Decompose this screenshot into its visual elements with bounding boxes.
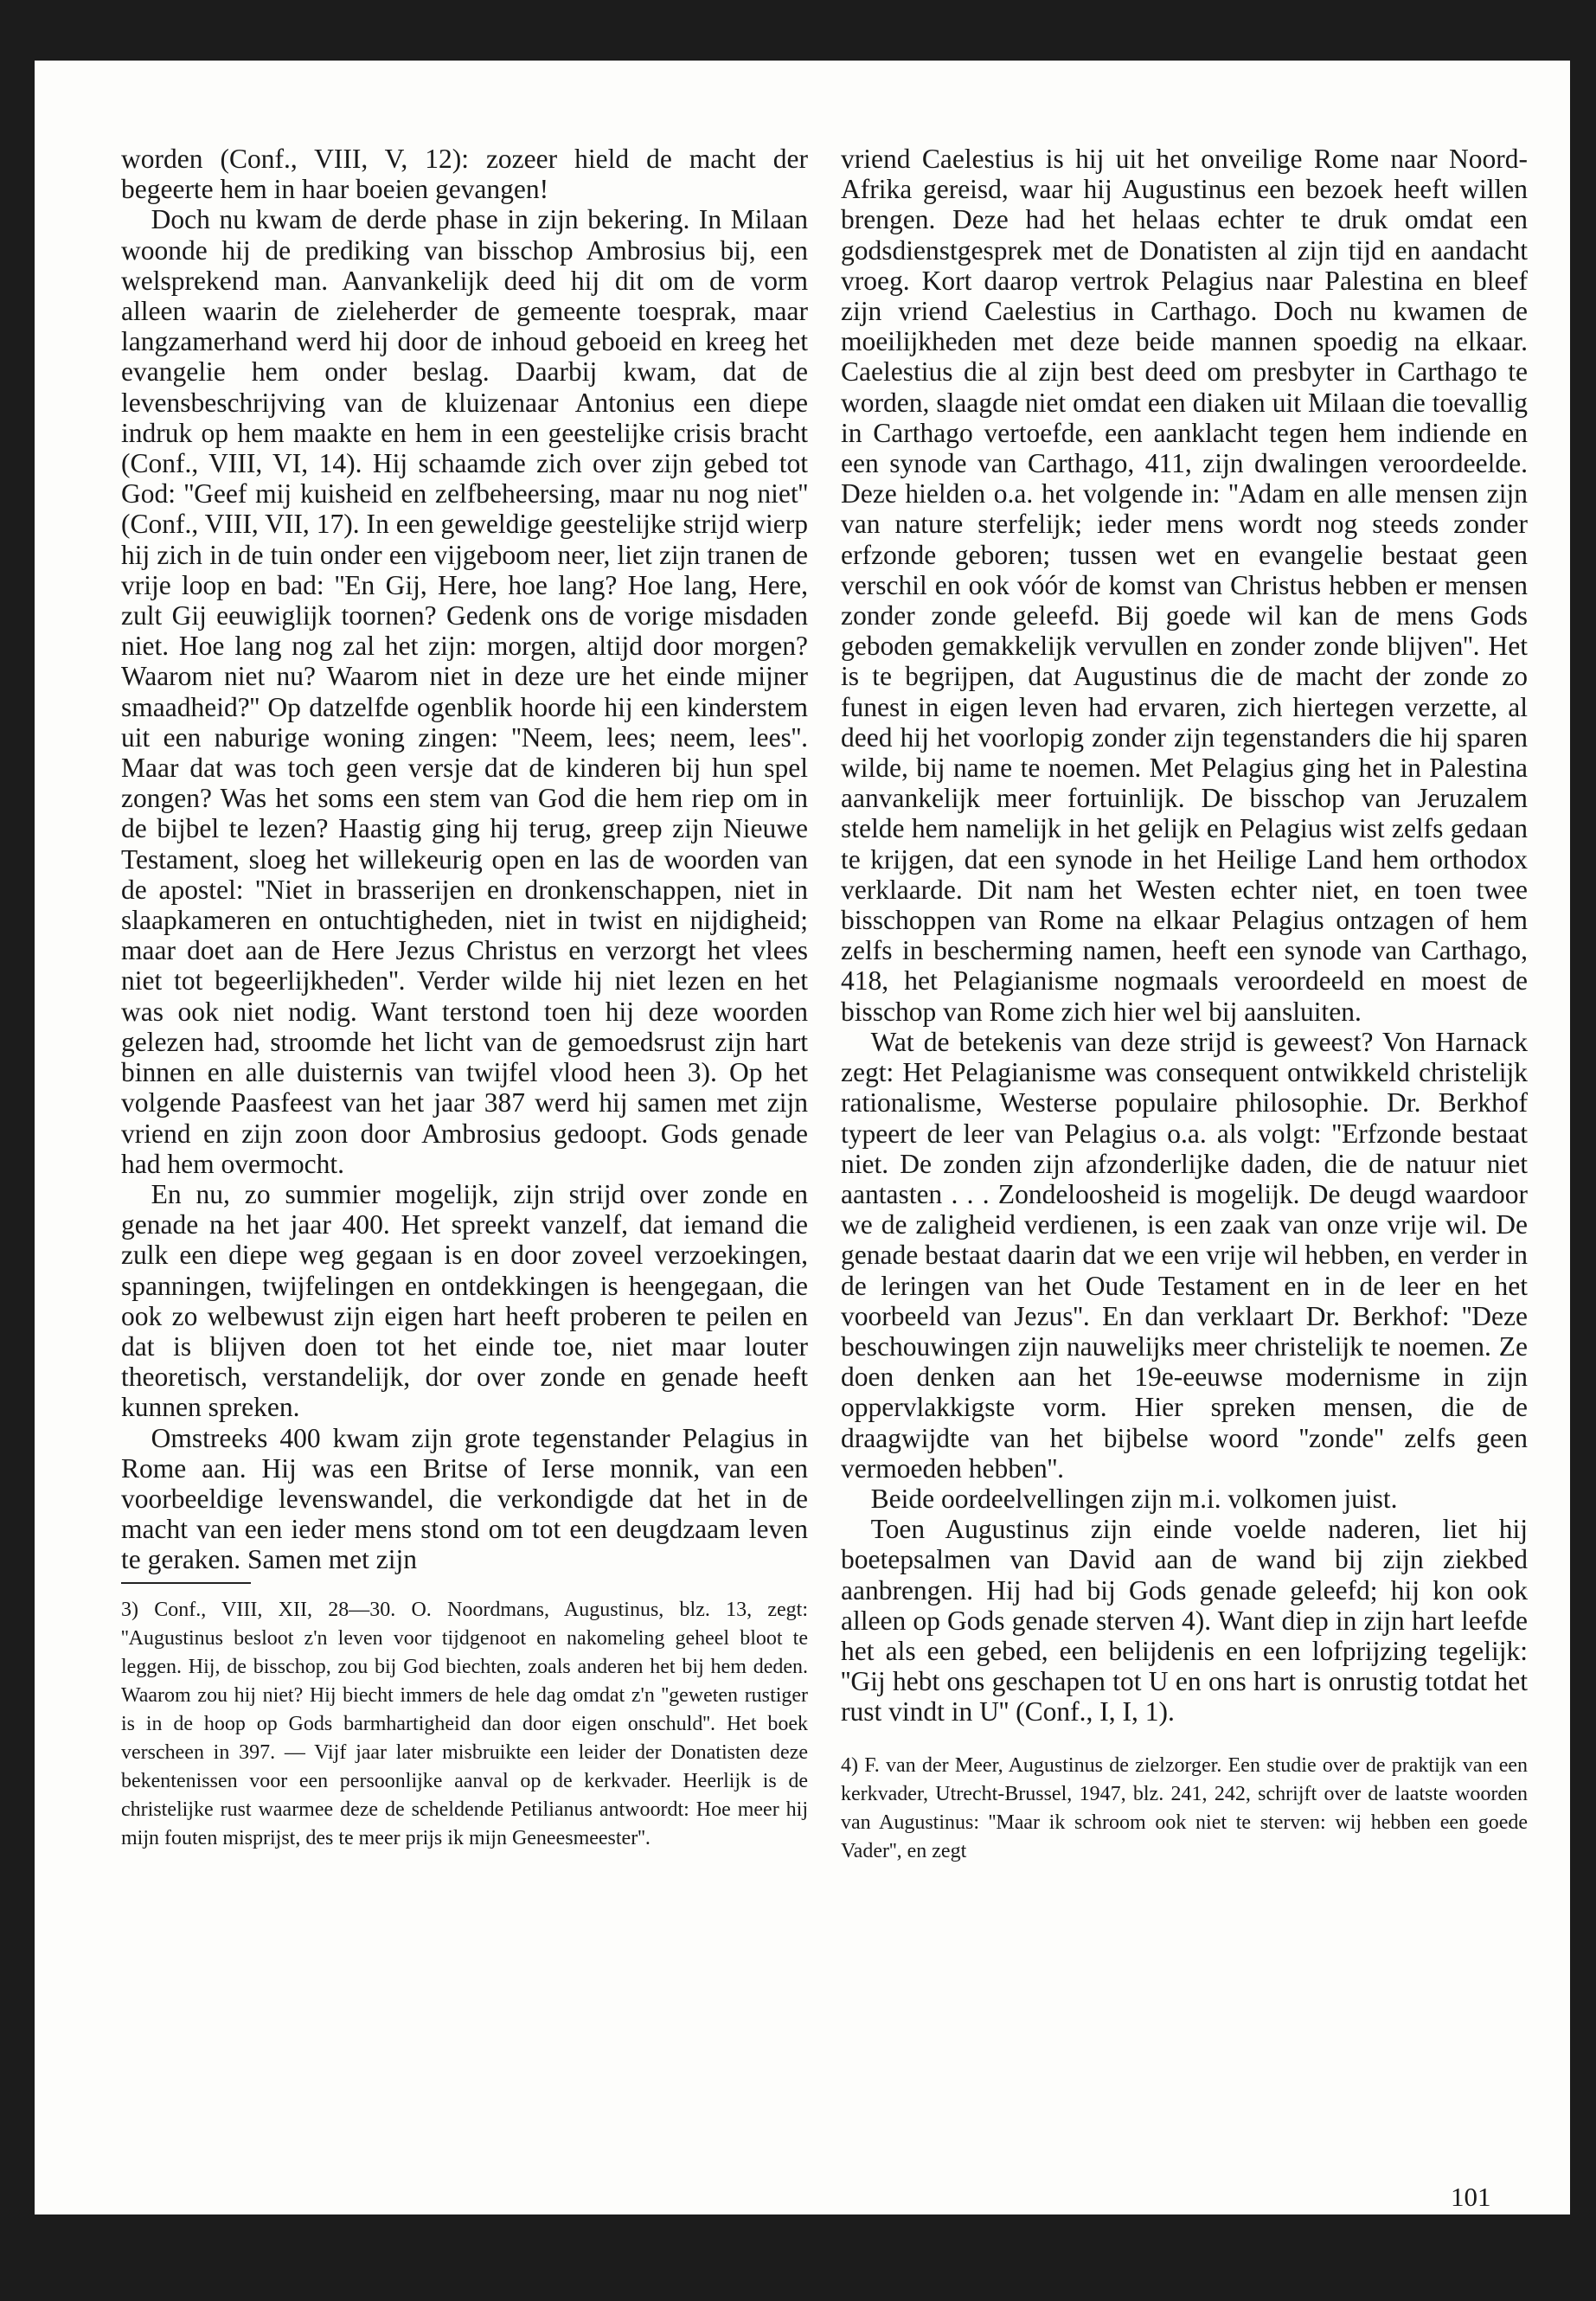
footnote-3 bbox=[121, 1596, 808, 1853]
book-page bbox=[35, 61, 1570, 2214]
page-number: 101 bbox=[1451, 2182, 1491, 2212]
paragraph: Omstreeks 400 kwam zijn grote tegenstander Pelagius in Rome aan. Hij was een Britse of Ierse monnik, van een voorbeeldige levenswandel, die verkondigde dat het in de macht van een ieder mens stond om tot een deugdzaam leven te geraken. Samen met zijn bbox=[121, 1422, 808, 1575]
footnote-text: 3) Conf., VIII, XII, 28—30. O. Noordmans, Augustinus, blz. 13, zegt: ''Augustinus besloot z'n leven voor tijdgenoot en nakomeling geheel bloot te leggen. Hij, de bisschop, zou bij God biechten, zoals anderen het bij hem deden. Waarom zou hij niet? Hij biecht immers de hele dag omdat z'n ''geweten rustiger is in de hoop op Gods barmhartigheid dan door eigen onschuld''. Het boek verscheen in 397. — Vijf jaar later misbruikte een leider der Donatisten deze bekentenissen voor een persoonlijke aanval op de kerkvader. Heerlijk is de christelijke rust waarmee deze de scheldende Petilianus antwoordt: Hoe meer hij mijn fouten misprijst, des te meer prijs ik mijn Geneesmeester''. bbox=[121, 1598, 808, 1849]
paragraph: Wat de betekenis van deze strijd is geweest? Von Harnack zegt: Het Pelagianisme was consequent ontwikkeld christelijk rationalisme, Westerse populaire philosophie. Dr. Berkhof typeert de leer van Pelagius o.a. als volgt: ''Erfzonde bestaat niet. De zonden zijn afzonderlijke daden, die de natuur niet aantasten . . . Zondeloosheid is mogelijk. De deugd waardoor we de zaligheid verdienen, is een zaak van onze vrije wil. De genade bestaat daarin dat we een vrije wil hebben, en verder in de leringen van het Oude Testament en in de leer en het voorbeeld van Jezus''. En dan verklaart Dr. Berkhof: ''Deze beschouwingen zijn nauwelijks meer christelijk te noemen. Ze doen denken aan het 19e-eeuwse modernisme in zijn oppervlakkigste vorm. Hier spreken mensen, die de draagwijdte van het bijbelse woord ''zonde'' zelfs geen vermoeden hebben''. bbox=[841, 1026, 1528, 1484]
paragraph: worden (Conf., VIII, V, 12): zozeer hield de macht der begeerte hem in haar boeien gevangen! bbox=[121, 144, 808, 205]
right-column bbox=[841, 144, 1528, 1866]
footnote-4 bbox=[841, 1752, 1528, 1866]
paragraph: Beide oordeelvellingen zijn m.i. volkomen juist. bbox=[870, 1483, 1398, 1514]
footnote-divider bbox=[121, 1582, 251, 1584]
footnote-text: 4) F. van der Meer, Augustinus de zielzorger. Een studie over de praktijk van een kerkvader, Utrecht-Brussel, 1947, blz. 241, 242, schrijft over de laatste woorden van Augustinus: ''Maar ik schroom ook niet te sterven: wij hebben een goede Vader'', en zegt bbox=[841, 1753, 1528, 1862]
paragraph: vriend Caelestius is hij uit het onveilige Rome naar Noord-Afrika gereisd, waar hij Augustinus een bezoek heeft willen brengen. Deze had het helaas echter te druk omdat een godsdienstgesprek met de Donatisten al zijn tijd en aandacht vroeg. Kort daarop vertrok Pelagius naar Palestina en bleef zijn vriend Caelestius in Carthago. Doch nu kwamen de moeilijkheden met deze beide mannen spoedig na elkaar. Caelestius die al zijn best deed om presbyter in Carthago te worden, slaagde niet omdat een diaken uit Milaan die toevallig in Carthago vertoefde, een aanklacht tegen hem indiende en een synode van Carthago, 411, zijn dwalingen veroordeelde. Deze hielden o.a. het volgende in: ''Adam en alle mensen zijn van nature sterfelijk; ieder mens wordt nog steeds zonder erfzonde geboren; tussen wet en evangelie bestaat geen verschil en ook vóór de komst van Christus hebben er mensen zonder zonde geleefd. Bij goede wil kan de mens Gods geboden gemakkelijk vervullen en zonder zonde blijven''. Het is te begrijpen, dat Augustinus die de macht der zonde zo funest in eigen leven had ervaren, zich hiertegen verzette, al deed hij het voorlopig zonder zijn tegenstanders die hij sparen wilde, bij name te noemen. Met Pelagius ging het in Palestina aanvankelijk meer fortuinlijk. De bisschop van Jeruzalem stelde hem namelijk in het gelijk en Pelagius wist zelfs gedaan te krijgen, dat een synode in het Heilige Land hem orthodox verklaarde. Dit nam het Westen echter niet, en toen twee bisschoppen van Rome na elkaar Pelagius ontzagen of hem zelfs in bescherming namen, heeft een synode van Carthago, 418, het Pelagianisme nogmaals veroordeeld en moest de bisschop van Rome zich hier wel bij aansluiten. bbox=[841, 144, 1528, 1027]
paragraph: Doch nu kwam de derde phase in zijn bekering. In Milaan woonde hij de prediking van bisschop Ambrosius bij, een welsprekend man. Aanvankelijk deed hij dit om de vorm alleen waarin de zieleherder de gemeente toesprak, maar langzamerhand werd hij door de inhoud geboeid en kreeg het evangelie hem onder beslag. Daarbij kwam, dat de levensbeschrijving van de kluizenaar Antonius een diepe indruk op hem maakte en hem in een geestelijke crisis bracht (Conf., VIII, VI, 14). Hij schaamde zich over zijn gebed tot God: ''Geef mij kuisheid en zelfbeheersing, maar nu nog niet'' (Conf., VIII, VII, 17). In een geweldige geestelijke strijd wierp hij zich in de tuin onder een vijgeboom neer, liet zijn tranen de vrije loop en bad: ''En Gij, Here, hoe lang? Hoe lang, Here, zult Gij eeuwiglijk toornen? Gedenk ons de vorige misdaden niet. Hoe lang nog zal het zijn: morgen, altijd door morgen? Waarom niet nu? Waarom niet in deze ure het einde mijner smaadheid?'' Op datzelfde ogenblik hoorde hij een kinderstem uit een naburige woning zingen: ''Neem, lees; neem, lees''. Maar dat was toch geen versje dat de kinderen bij hun spel zongen? Was het soms een stem van God die hem riep om in de bijbel te lezen? Haastig ging hij terug, greep zijn Nieuwe Testament, sloeg het willekeurig open en las de woorden van de apostel: ''Niet in brasserijen en dronkenschappen, niet in slaapkameren en ontuchtigheden, niet in twist en nijdigheid; maar doet aan de Here Jezus Christus en verzorgt het vlees niet tot begeerlijkheden''. Verder wilde hij niet lezen en het was ook niet nodig. Want terstond toen hij deze woorden gelezen had, stroomde het licht van de gemoedsrust zijn hart binnen en alle duisternis van twijfel vlood heen 3). Op het volgende Paasfeest van het jaar 387 werd hij samen met zijn vriend en zijn zoon door Ambrosius gedoopt. Gods genade had hem overmocht. bbox=[121, 204, 808, 1179]
left-column bbox=[121, 144, 808, 1853]
paragraph: Toen Augustinus zijn einde voelde naderen, liet hij boetepsalmen van David aan de wand bij zijn ziekbed aanbrengen. Hij had bij Gods genade geleefd; hij kon ook alleen op Gods genade sterven 4). Want diep in zijn hart leefde het als een gebed, een belijdenis en een lofprijzing tegelijk: ''Gij hebt ons geschapen tot U en ons hart is onrustig totdat het rust vindt in U'' (Conf., I, I, 1). bbox=[841, 1514, 1528, 1727]
paragraph: En nu, zo summier mogelijk, zijn strijd over zonde en genade na het jaar 400. Het spreekt vanzelf, dat iemand die zulk een diepe weg gegaan is en door zoveel verzoekingen, spanningen, twijfelingen en ontdekkingen is heengegaan, die ook zo welbewust zijn eigen hart heeft proberen te peilen en dat is blijven doen tot het einde toe, niet maar louter theoretisch, verstandelijk, dor over zonde en genade heeft kunnen spreken. bbox=[121, 1178, 808, 1423]
